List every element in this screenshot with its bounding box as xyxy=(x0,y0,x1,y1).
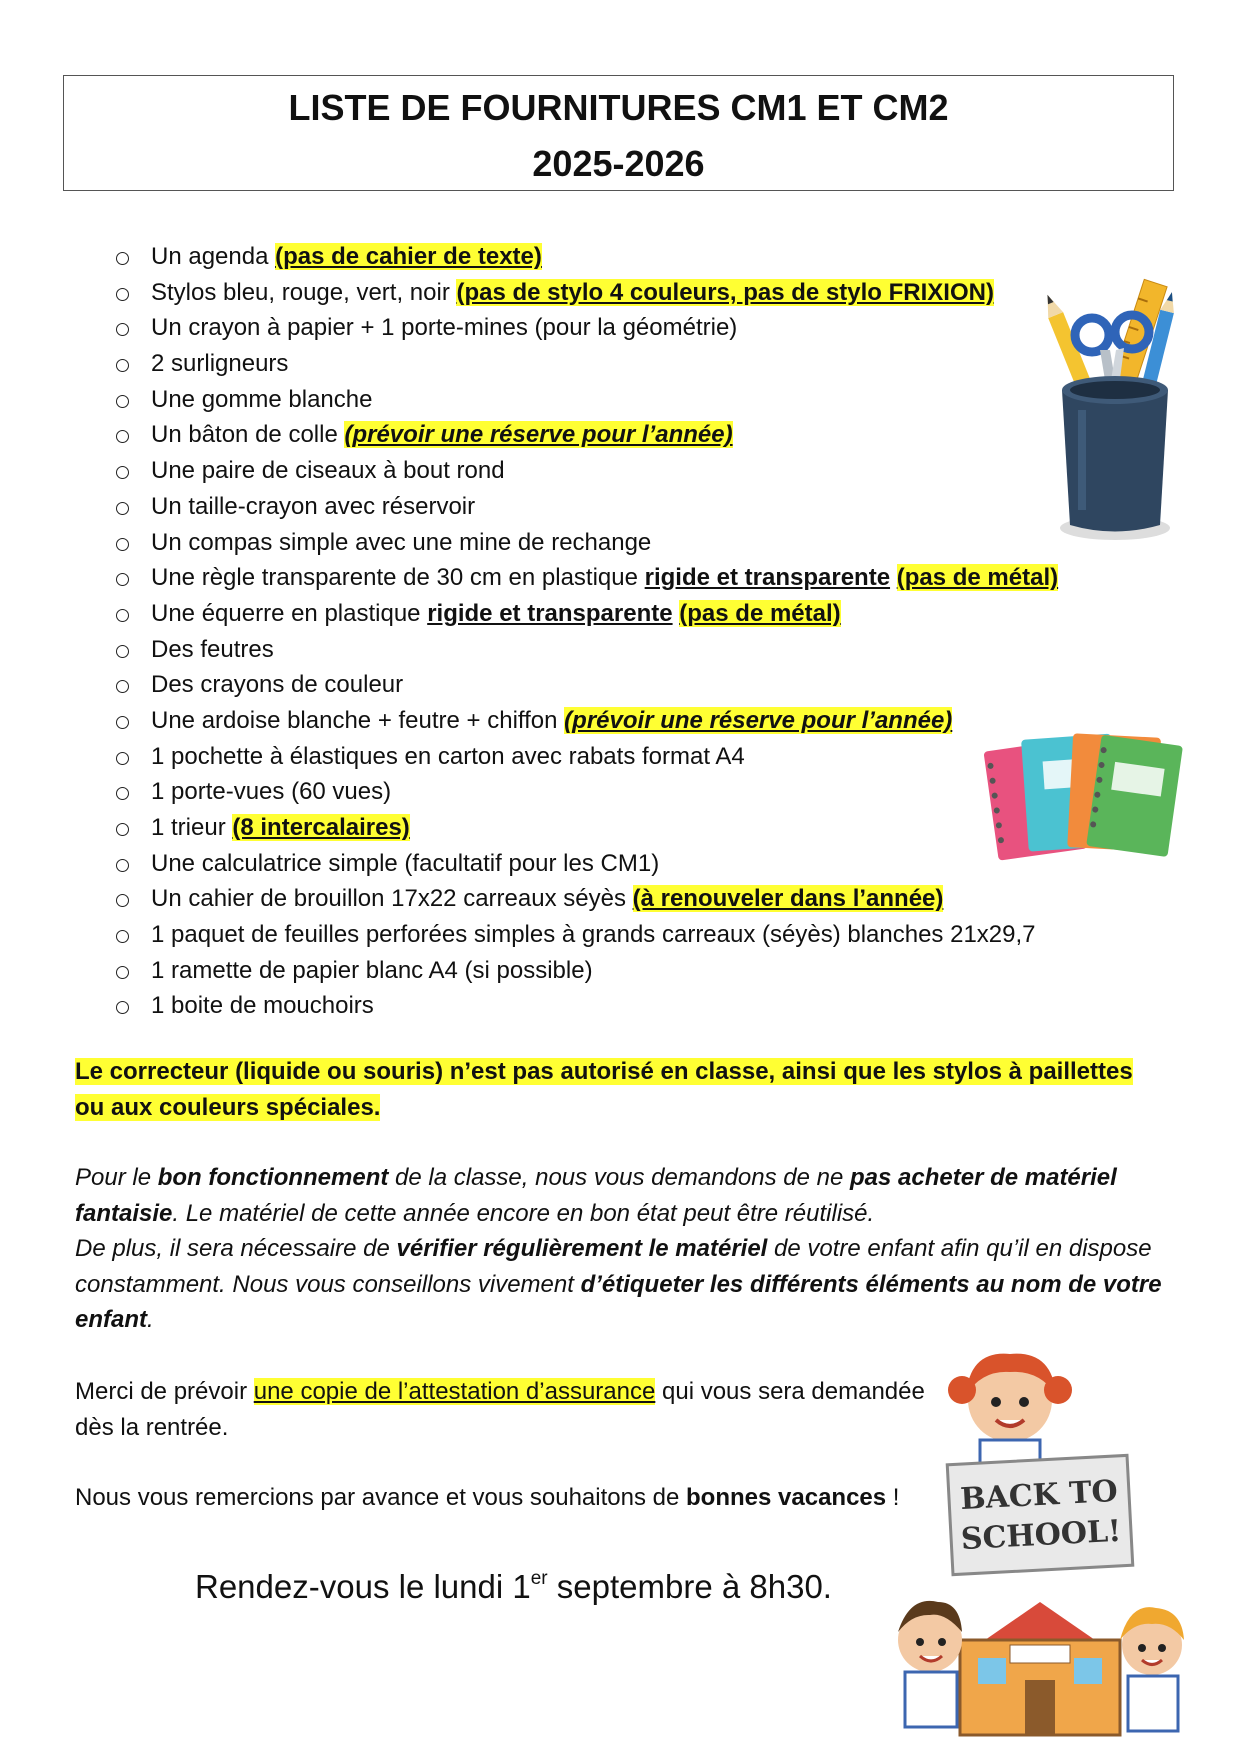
supply-item xyxy=(115,310,1058,346)
supply-item-text: Un crayon à papier + 1 porte-mines (pour la géométrie) xyxy=(151,314,738,342)
supply-item xyxy=(115,703,1058,739)
supply-item-text: Un bâton de colle xyxy=(151,421,345,449)
supply-item-note: (à renouveler dans l’année) xyxy=(632,885,944,913)
supply-item-text: Une paire de ciseaux à bout rond xyxy=(151,457,505,485)
rendezvous-text: Rendez-vous le lundi 1 xyxy=(195,1568,531,1605)
warning-paragraph xyxy=(75,1054,1175,1125)
insurance-text: Merci de prévoir xyxy=(75,1378,254,1405)
info-text: de votre enfant afin qu’il en dispose constamment. Nous vous conseillons vivement xyxy=(75,1235,1152,1298)
supply-item-note: (prévoir une réserve pour l’année) xyxy=(344,421,733,449)
sign-line-1: BACK TO xyxy=(959,1473,1119,1518)
supply-item-text: Une gomme blanche xyxy=(151,385,373,413)
supply-item-note: (pas de métal) xyxy=(896,564,1059,592)
supply-item-text: Stylos bleu, rouge, vert, noir xyxy=(151,278,457,306)
pencil-cup-illustration xyxy=(1040,270,1180,545)
back-to-school-illustration xyxy=(890,1340,1190,1750)
supply-item-text: Un cahier de brouillon 17x22 carreaux séyès xyxy=(151,885,633,913)
supply-item-text: 2 surligneurs xyxy=(151,350,289,378)
supply-item-text: Un agenda xyxy=(151,243,276,270)
rendezvous-sup: er xyxy=(530,1568,548,1589)
insurance-paragraph xyxy=(75,1374,955,1445)
closing-text: Nous vous remercions par avance et vous souhaitons de xyxy=(75,1484,687,1511)
warning-line-1: Le correcteur (liquide ou souris) n’est pas autorisé en classe, ainsi que les stylos à paillettes xyxy=(75,1058,1133,1085)
supply-item-text: Une calculatrice simple (facultatif pour les CM1) xyxy=(151,849,660,877)
supply-item xyxy=(115,846,1058,882)
supply-item-emphasis: rigide et transparente xyxy=(644,564,891,592)
supply-item xyxy=(115,953,1058,989)
supply-item xyxy=(115,774,1058,810)
supply-item xyxy=(115,525,1058,561)
info-bold: vérifier régulièrement le matériel xyxy=(396,1235,768,1262)
supply-item-text: 1 paquet de feuilles perforées simples à grands carreaux (séyès) blanches 21x29,7 xyxy=(151,921,1036,949)
info-text: de la classe, nous vous demandons de ne xyxy=(388,1164,850,1191)
page-title: LISTE DE FOURNITURES CM1 ET CM2 xyxy=(288,87,949,128)
supply-item xyxy=(115,453,1058,489)
insurance-highlight: une copie de l’attestation d’assurance xyxy=(253,1378,656,1405)
closing-bold: bonnes vacances xyxy=(686,1484,887,1511)
supply-item-emphasis: rigide et transparente xyxy=(427,599,673,627)
supply-item xyxy=(115,596,1058,632)
supply-item xyxy=(115,489,1058,525)
supply-item-text: 1 pochette à élastiques en carton avec rabats format A4 xyxy=(151,742,745,770)
supply-item-text: Une équerre en plastique xyxy=(151,599,428,627)
insurance-text: qui vous sera demandée dès la rentrée. xyxy=(75,1378,925,1441)
school-year: 2025-2026 xyxy=(532,143,705,184)
supply-list xyxy=(115,239,1058,1024)
info-text: De plus, il sera nécessaire de xyxy=(75,1235,397,1262)
rendezvous-line xyxy=(195,1568,832,1606)
supply-item xyxy=(115,382,1058,418)
info-bold: d’étiqueter les différents éléments au nom de votre enfant xyxy=(75,1270,1162,1333)
supply-item-note: (prévoir une réserve pour l’année) xyxy=(564,706,953,734)
title-box xyxy=(63,75,1174,191)
supply-item-text: 1 porte-vues (60 vues) xyxy=(151,778,392,806)
supply-item xyxy=(115,239,1058,275)
info-text: . xyxy=(147,1306,154,1333)
supply-item xyxy=(115,739,1058,775)
info-text: . Le matériel de cette année encore en bon état peut être réutilisé. xyxy=(172,1199,875,1227)
rendezvous-text: septembre à 8h30. xyxy=(547,1568,832,1605)
supply-item xyxy=(115,988,1058,1024)
supply-item-text: 1 ramette de papier blanc A4 (si possible) xyxy=(151,956,593,984)
supply-item-text: Des crayons de couleur xyxy=(151,671,404,699)
supply-item-text: Un compas simple avec une mine de rechange xyxy=(151,528,652,556)
supply-item xyxy=(115,667,1058,703)
notebooks-illustration xyxy=(975,715,1185,865)
supply-item xyxy=(115,881,1058,917)
supply-item xyxy=(115,810,1058,846)
info-text: Pour le xyxy=(75,1164,158,1191)
supply-item-note: (pas de cahier de texte) xyxy=(275,243,542,270)
supply-item-text: 1 boite de mouchoirs xyxy=(151,992,374,1020)
supply-item xyxy=(115,632,1058,668)
supply-item xyxy=(115,275,1058,311)
sign-line-2: SCHOOL! xyxy=(960,1513,1123,1558)
supply-item-text: Des feutres xyxy=(151,635,274,663)
supply-item xyxy=(115,417,1058,453)
supply-item-text: 1 trieur xyxy=(151,814,233,841)
supply-item xyxy=(115,560,1058,596)
supply-item xyxy=(115,346,1058,382)
info-paragraph xyxy=(75,1160,1175,1338)
supply-item-note: (8 intercalaires) xyxy=(232,814,410,841)
supply-item-note: (pas de stylo 4 couleurs, pas de stylo FRIXION) xyxy=(456,278,994,306)
supply-item-text: Un taille-crayon avec réservoir xyxy=(151,492,476,520)
supply-item-note: (pas de métal) xyxy=(679,599,841,627)
warning-line-2: ou aux couleurs spéciales. xyxy=(75,1093,381,1121)
supply-item xyxy=(115,917,1058,953)
closing-text: ! xyxy=(886,1484,900,1511)
supply-item-text: Une ardoise blanche + feutre + chiffon xyxy=(151,706,565,734)
supply-item-text: Une règle transparente de 30 cm en plastique xyxy=(151,564,645,592)
info-bold: pas acheter de matériel fantaisie xyxy=(75,1164,1117,1227)
info-bold: bon fonctionnement xyxy=(157,1164,389,1191)
